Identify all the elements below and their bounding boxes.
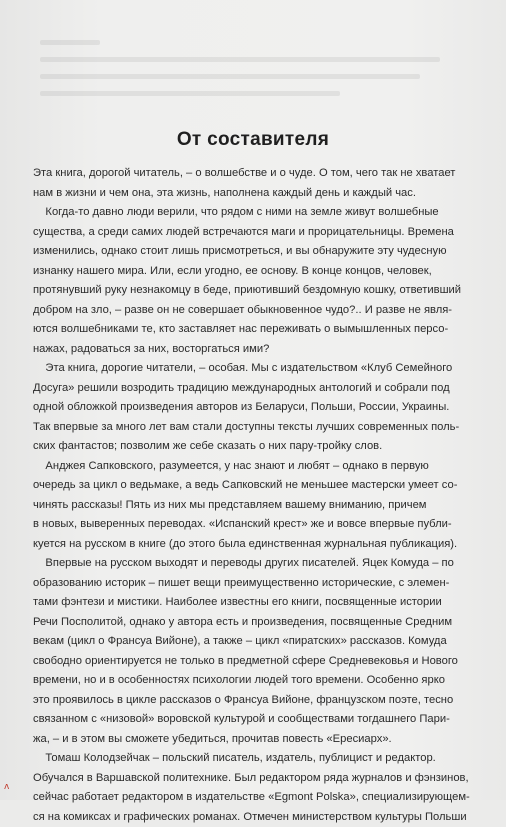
paragraph-6 [33,749,465,827]
page-title: От составителя [0,129,506,151]
text-line: образованию историк – пишет вещи преимущественно исторические, с элемен- [33,574,465,594]
bleed-through-text [40,40,460,130]
text-line: ских фантастов; позволим же себе сказать о них пару-тройку слов. [33,437,465,457]
text-line: добром на зло, – разве он не совершает обыкновенное чудо?.. И разве не явля- [33,301,465,321]
text-line: Анджея Сапковского, разумеется, у нас знают и любят – однако в первую [33,457,465,477]
text-line: Эта книга, дорогие читатели, – особая. Мы с издательством «Клуб Семейного [33,359,465,379]
text-line: ются волшебниками те, кто заставляет нас переживать о вымышленных персо- [33,320,465,340]
text-line: Речи Посполитой, однако у автора есть и произведения, посвященные Средним [33,613,465,633]
text-line: это проявилось в цикле рассказов о Франсуа Вийоне, французском поэте, тесно [33,691,465,711]
text-line: Обучался в Варшавской политехнике. Был редактором ряда журналов и фэнзинов, [33,769,465,789]
text-line: существа, а среди самих людей встречаются маги и прорицательницы. Времена [33,223,465,243]
text-line: Впервые на русском выходят и переводы других писателей. Яцек Комуда – по [33,554,465,574]
text-line: Томаш Колодзейчак – польский писатель, издатель, публицист и редактор. [33,749,465,769]
text-line: Так впервые за много лет вам стали доступны тексты лучших современных поль- [33,418,465,438]
body-text [33,164,465,827]
paragraph-1 [33,164,465,203]
text-line: связанном с «низовой» воровской культурой и сообществами тогдашнего Пари- [33,710,465,730]
paragraph-2 [33,203,465,359]
text-line: чинять рассказы! Пять из них мы представляем вашему вниманию, причем [33,496,465,516]
text-line: Досуга» решили возродить традицию международных антологий и собрали под [33,379,465,399]
text-line: изнанку нашего мира. Или, если угодно, ее основу. В конце концов, человек, [33,262,465,282]
text-line: изменились, однако стоит лишь присмотреться, и вы обнаружите эту чудесную [33,242,465,262]
text-line: протянувший руку незнакомцу в беде, приютивший бездомную кошку, ответивший [33,281,465,301]
text-line: векам (цикл о Франсуа Вийоне), а также – цикл «пиратских» рассказов. Комуда [33,632,465,652]
text-line: тами фэнтези и мистики. Наиболее известны его книги, посвященные истории [33,593,465,613]
text-line: в новых, выверенных переводах. «Испанский крест» же и вовсе впервые публи- [33,515,465,535]
text-line: одной обложкой произведения авторов из Беларуси, Польши, России, Украины. [33,398,465,418]
text-line: Эта книга, дорогой читатель, – о волшебстве и о чуде. О том, чего так не хватает [33,164,465,184]
text-line: нажах, радоваться за них, восторгаться ими? [33,340,465,360]
text-line: очередь за цикл о ведьмаке, а ведь Сапковский не меньшее мастерски умеет со- [33,476,465,496]
text-line: сейчас работает редактором в издательстве «Egmont Polska», специализирующем- [33,788,465,808]
text-line: нам в жизни и чем она, эта жизнь, наполнена каждый день и каждый час. [33,184,465,204]
text-line: куется на русском в книге (до этого была единственная журнальная публикация). [33,535,465,555]
text-line: свободно ориентируется не только в предметной сфере Средневековья и Нового [33,652,465,672]
text-line: ся на комиксах и графических романах. Отмечен министерством культуры Польши [33,808,465,827]
text-line: Когда-то давно люди верили, что рядом с ними на земле живут волшебные [33,203,465,223]
text-line: жа, – и в этом вы сможете убедиться, прочитав повесть «Ересиарх». [33,730,465,750]
text-line: времени, но и в особенностях психологии людей того времени. Особенно ярко [33,671,465,691]
paragraph-4 [33,457,465,555]
corner-mark: ʌ [4,782,9,792]
paragraph-3 [33,359,465,457]
paragraph-5 [33,554,465,749]
